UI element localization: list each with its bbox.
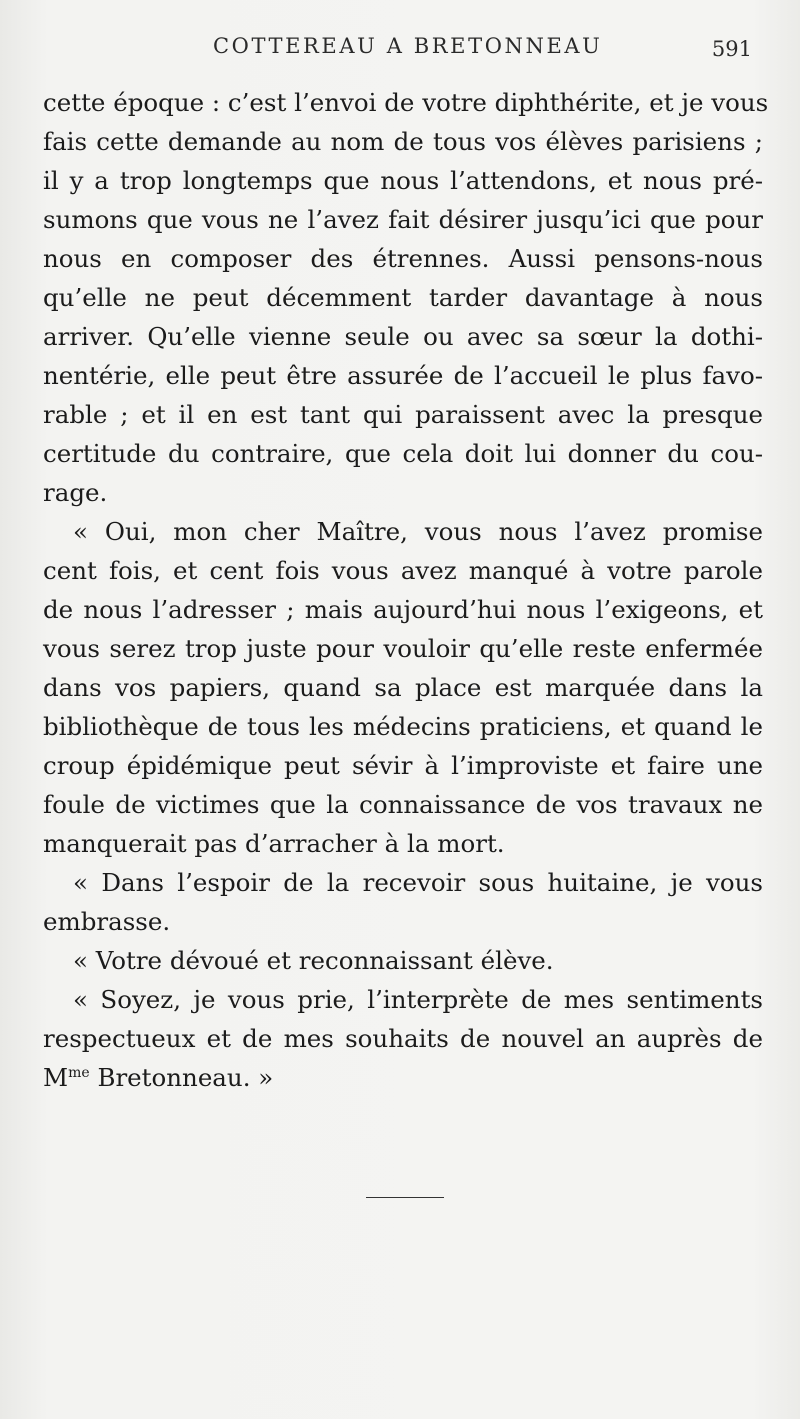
text-line: nous en composer des étrennes. Aussi pensons-nous — [43, 244, 763, 273]
text-line: « Dans l’espoir de la recevoir sous huitaine, je vous — [73, 868, 763, 897]
closing-suffix: Bretonneau. » — [89, 1063, 274, 1092]
text-line: embrasse. — [43, 907, 171, 936]
text-line: « Votre dévoué et reconnaissant élève. — [73, 946, 554, 975]
text-line: certitude du contraire, que cela doit lui donner du cou- — [43, 439, 763, 468]
text-line: il y a trop longtemps que nous l’attendons, et nous pré- — [43, 166, 763, 195]
text-line: manquerait pas d’arracher à la mort. — [43, 829, 505, 858]
text-line: bibliothèque de tous les médecins praticiens, et quand le — [43, 712, 763, 741]
text-line: croup épidémique peut sévir à l’improviste et faire une — [43, 751, 763, 780]
text-line: dans vos papiers, quand sa place est marquée dans la — [43, 673, 763, 702]
text-line: cent fois, et cent fois vous avez manqué à votre parole — [43, 556, 763, 585]
page-number: 591 — [711, 37, 752, 61]
text-line: nentérie, elle peut être assurée de l’accueil le plus favo- — [43, 361, 763, 390]
text-line: vous serez trop juste pour vouloir qu’elle reste enfermée — [43, 634, 763, 663]
running-head — [0, 34, 800, 68]
text-line: qu’elle ne peut décemment tarder davantage à nous — [43, 283, 763, 312]
section-end-rule — [366, 1197, 444, 1198]
text-line: fais cette demande au nom de tous vos élèves parisiens ; — [43, 127, 763, 156]
text-line: sumons que vous ne l’avez fait désirer jusqu’ici que pour — [43, 205, 763, 234]
text-line: « Soyez, je vous prie, l’interprète de mes sentiments — [73, 985, 763, 1014]
closing-prefix: M — [43, 1063, 69, 1092]
closing-line — [43, 1058, 763, 1097]
body-text — [43, 83, 769, 1097]
text-line: « Oui, mon cher Maître, vous nous l’avez promise — [73, 517, 763, 546]
text-line: respectueux et de mes souhaits de nouvel an auprès de — [43, 1024, 763, 1053]
running-head-title: COTTEREAU A BRETONNEAU — [213, 34, 603, 58]
closing-superscript: me — [68, 1065, 90, 1081]
text-line: arriver. Qu’elle vienne seule ou avec sa sœur la dothi- — [43, 322, 763, 351]
text-line: de nous l’adresser ; mais aujourd’hui nous l’exigeons, et — [43, 595, 763, 624]
text-line: cette époque : c’est l’envoi de votre diphthérite, et je vous — [43, 88, 769, 117]
text-line: rage. — [43, 478, 108, 507]
text-line: rable ; et il en est tant qui paraissent avec la presque — [43, 400, 763, 429]
text-line: foule de victimes que la connaissance de vos travaux ne — [43, 790, 763, 819]
